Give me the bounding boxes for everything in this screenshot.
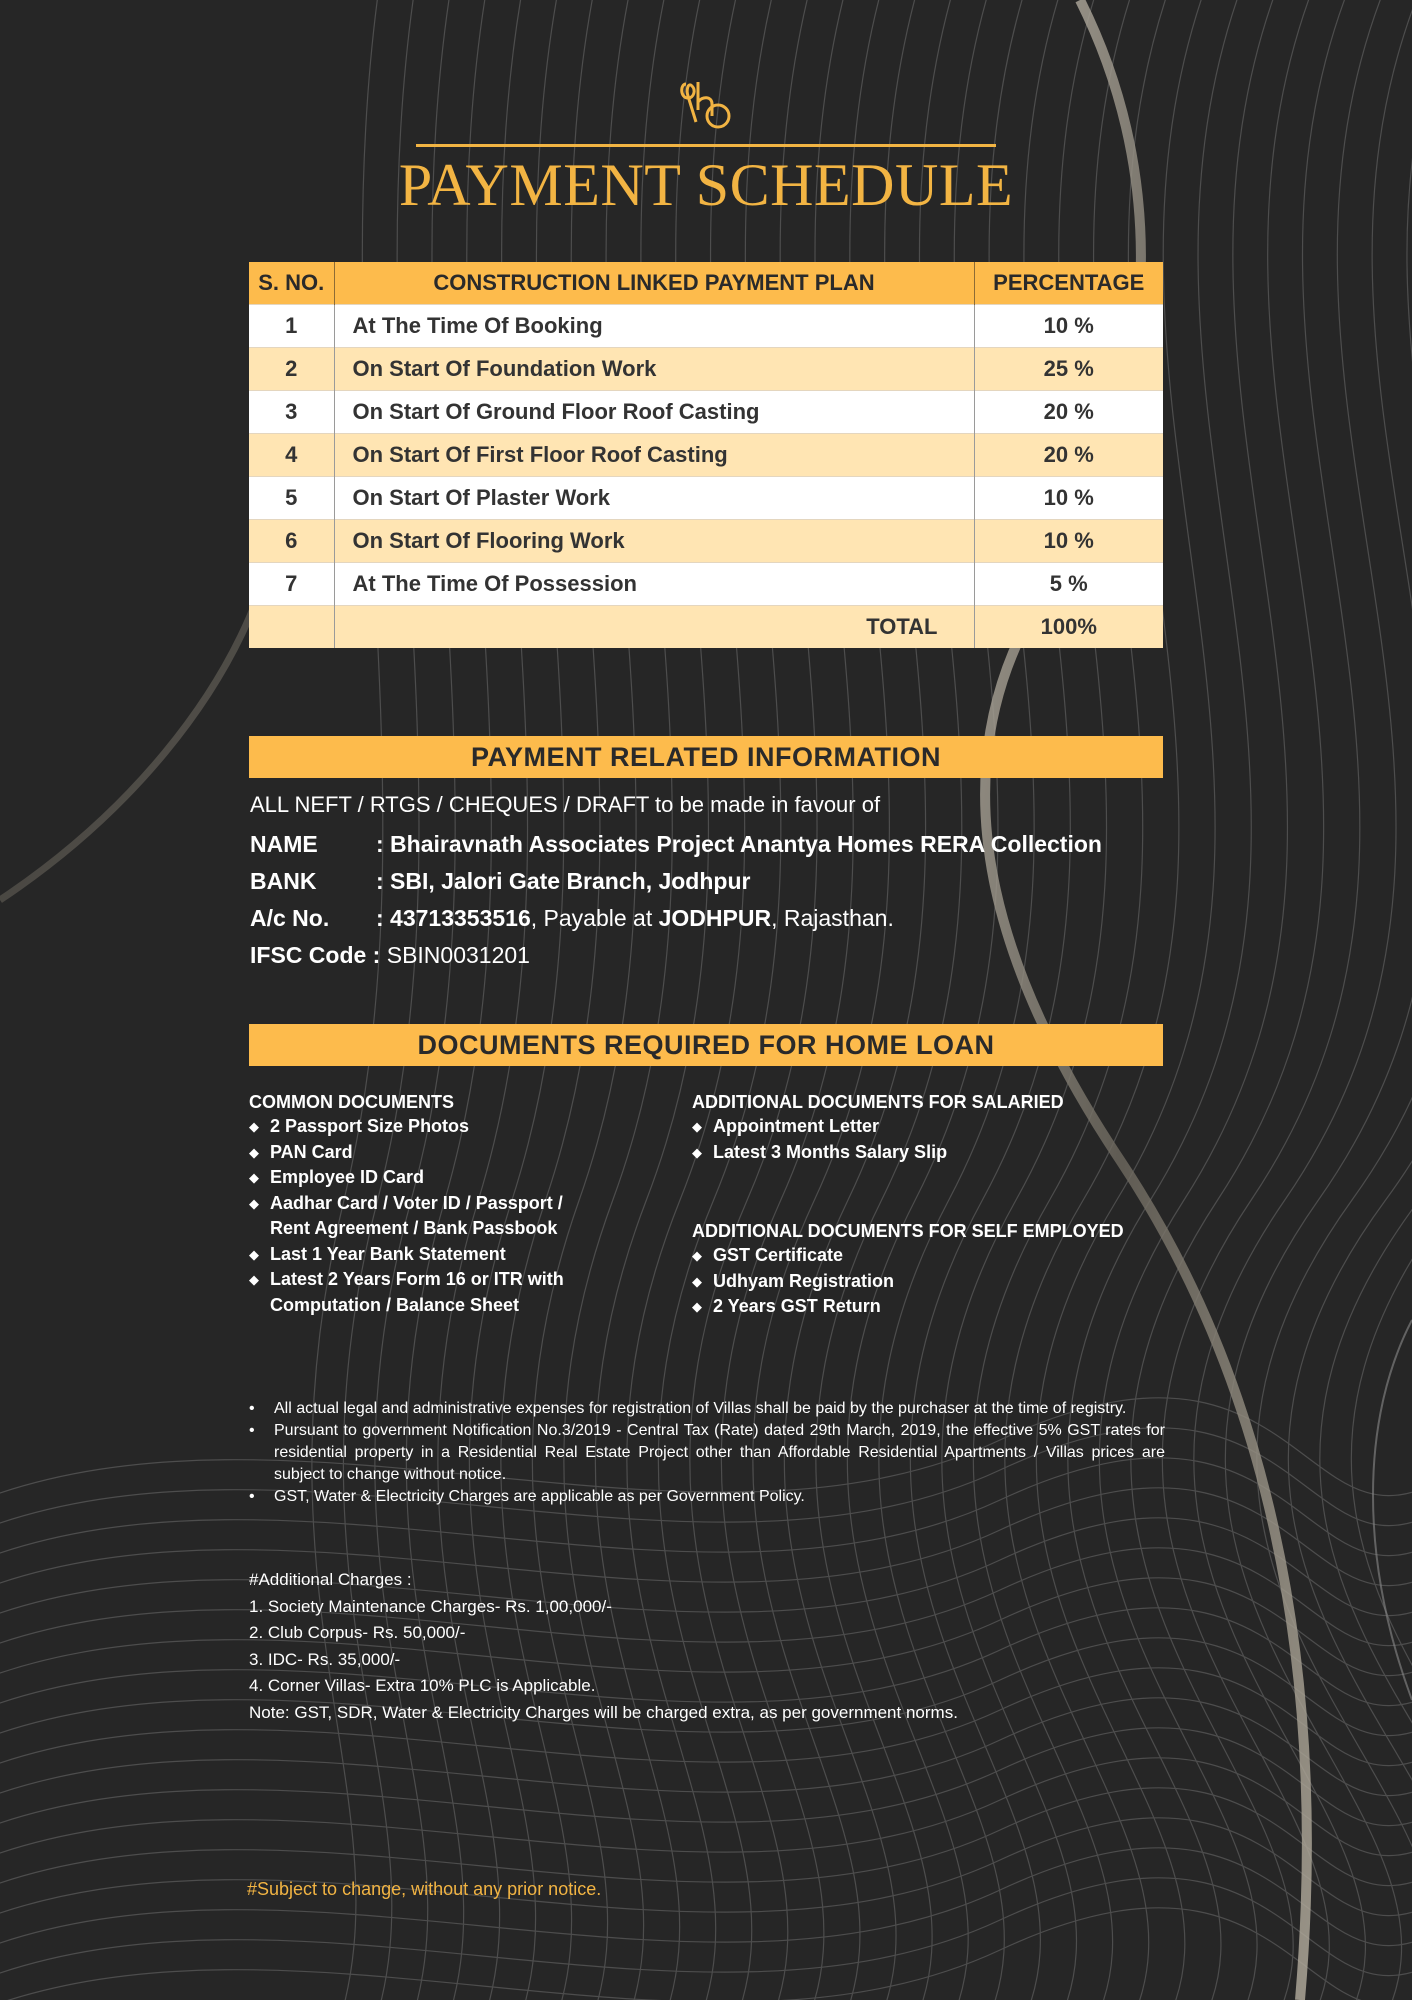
row-number: 4 [249,434,334,477]
additional-charges [249,1567,1189,1726]
wave-line [0,1728,1412,1830]
row-percentage: 5 % [974,563,1163,606]
row-number: 1 [249,305,334,348]
row-number: 5 [249,477,334,520]
table-row [249,305,1163,348]
diamond-bullet-icon: ◆ [249,1144,259,1160]
total-label: TOTAL [334,606,974,649]
row-number: 7 [249,563,334,606]
account-number: : 43713353516 [376,905,531,931]
table-row [249,477,1163,520]
bank-row [250,863,1190,900]
total-empty-cell [249,606,334,649]
page-title: PAYMENT SCHEDULE [398,152,1014,218]
row-percentage: 20 % [974,434,1163,477]
list-item: ◆ GST Certificate [692,1243,1172,1269]
account-city: JODHPUR [658,905,772,931]
row-stage: On Start Of First Floor Roof Casting [334,434,974,477]
ifsc-label: IFSC Code : [250,942,381,968]
payee-name-value: : Bhairavnath Associates Project Anantya Homes RERA Collection [376,831,1102,857]
self-employed-documents-list [692,1243,1172,1320]
charge-item: 2. Club Corpus- Rs. 50,000/- [249,1623,466,1642]
row-stage: On Start Of Ground Floor Roof Casting [334,391,974,434]
diamond-bullet-icon: ◆ [249,1246,259,1262]
salaried-documents-list [692,1114,1172,1165]
wave-line [0,1848,1412,1950]
diamond-bullet-icon: ◆ [692,1144,702,1160]
total-row [249,606,1163,649]
list-item: ◆ Latest 2 Years Form 16 or ITR with Computation / Balance Sheet [249,1269,564,1315]
bullet-icon: • [249,1400,255,1417]
diamond-bullet-icon: ◆ [692,1273,702,1289]
table-row [249,434,1163,477]
charge-item: 4. Corner Villas- Extra 10% PLC is Applicable. [249,1676,596,1695]
diamond-bullet-icon: ◆ [692,1299,702,1314]
wave-line [0,1788,1412,1890]
payment-intro: ALL NEFT / RTGS / CHEQUES / DRAFT to be made in favour of [250,792,881,817]
charges-note: Note: GST, SDR, Water & Electricity Charges will be charged extra, as per government norms. [249,1702,958,1722]
column-header-plan: CONSTRUCTION LINKED PAYMENT PLAN [334,262,974,305]
terms-notes [249,1398,1165,1508]
column-header-sno: S. NO. [249,262,334,305]
list-item: ◆ Last 1 Year Bank Statement [249,1242,669,1268]
list-item: ◆ Aadhar Card / Voter ID / Passport / Rent Agreement / Bank Passbook [249,1192,563,1238]
list-item: ◆ Latest 3 Months Salary Slip [692,1140,1172,1166]
salaried-documents-title: ADDITIONAL DOCUMENTS FOR SALARIED [692,1092,1064,1112]
row-percentage: 20 % [974,391,1163,434]
account-row [250,900,1190,937]
ifsc-value: SBIN0031201 [380,942,530,968]
diamond-bullet-icon: ◆ [249,1272,259,1287]
account-state: , Rajasthan. [771,905,894,931]
payee-name-label: NAME [250,831,318,857]
list-item: ◆ Employee ID Card [249,1165,669,1191]
total-value: 100% [974,606,1163,649]
payment-schedule-table [249,262,1163,648]
bank-value: : SBI, Jalori Gate Branch, Jodhpur [376,868,751,894]
charge-item: 1. Society Maintenance Charges- Rs. 1,00,000/- [249,1596,612,1616]
payment-info-block [250,790,1190,974]
row-number: 3 [249,391,334,434]
diamond-bullet-icon: ◆ [249,1170,259,1185]
table-header-row [249,262,1163,305]
brand-logo-icon [676,76,736,130]
ifsc-row [250,937,1190,974]
table-row [249,348,1163,391]
wave-line [1225,0,1412,2000]
column-header-percentage: PERCENTAGE [974,262,1163,305]
wave-line [0,1818,1412,1920]
wave-line [1257,0,1412,2000]
row-percentage: 10 % [974,305,1163,348]
common-documents-list [249,1114,669,1318]
wave-line [0,1908,1412,2000]
row-number: 6 [249,520,334,563]
common-documents-title: COMMON DOCUMENTS [249,1092,454,1112]
wave-line [1288,0,1412,2000]
row-percentage: 10 % [974,477,1163,520]
bullet-icon: • [249,1488,255,1505]
common-documents-section [249,1090,669,1318]
row-stage: At The Time Of Booking [334,305,974,348]
list-item: ◆ Udhyam Registration [692,1269,1172,1295]
row-stage: At The Time Of Possession [334,563,974,606]
row-percentage: 10 % [974,520,1163,563]
table-row [249,520,1163,563]
diamond-bullet-icon: ◆ [249,1195,259,1211]
diamond-bullet-icon: ◆ [249,1119,259,1134]
row-percentage: 25 % [974,348,1163,391]
self-employed-documents-title: ADDITIONAL DOCUMENTS FOR SELF EMPLOYED [692,1221,1124,1241]
table-row [249,563,1163,606]
account-payable-text: , Payable at [530,905,659,931]
account-label: A/c No. [250,905,330,931]
row-stage: On Start Of Foundation Work [334,348,974,391]
payee-name-row [250,826,1190,863]
bullet-icon: • [249,1422,255,1439]
title-rule [416,144,996,147]
charge-item: 3. IDC- Rs. 35,000/- [249,1649,401,1669]
list-item: ◆ PAN Card [249,1140,669,1166]
charges-title: #Additional Charges : [249,1570,412,1589]
list-item: ◆ 2 Passport Size Photos [249,1114,669,1140]
note-item: • All actual legal and administrative expenses for registration of Villas shall be paid by the purchaser at the time of registry. [249,1398,1165,1420]
bank-label: BANK [250,868,317,894]
note-item: • Pursuant to government Notification No.3/2019 - Central Tax (Rate) dated 29th March, 2019, the effective 5% GST rates for residential property in a Residential Real Estate Project other than Affordable Residential Apartments / Villas prices are subject to change without notice. [249,1422,1165,1483]
wave-line [0,1878,1412,1980]
row-number: 2 [249,348,334,391]
list-item: ◆ 2 Years GST Return [692,1294,1172,1320]
additional-documents-section [692,1090,1172,1320]
table-row [249,391,1163,434]
disclaimer-footer: #Subject to change, without any prior notice. [247,1879,602,1899]
list-item: ◆ Appointment Letter [692,1114,1172,1140]
row-stage: On Start Of Flooring Work [334,520,974,563]
diamond-bullet-icon: ◆ [692,1119,702,1134]
documents-heading: DOCUMENTS REQUIRED FOR HOME LOAN [249,1024,1163,1066]
row-stage: On Start Of Plaster Work [334,477,974,520]
payment-info-heading: PAYMENT RELATED INFORMATION [249,736,1163,778]
note-item: • GST, Water & Electricity Charges are applicable as per Government Policy. [249,1486,1165,1508]
diamond-bullet-icon: ◆ [692,1248,702,1263]
